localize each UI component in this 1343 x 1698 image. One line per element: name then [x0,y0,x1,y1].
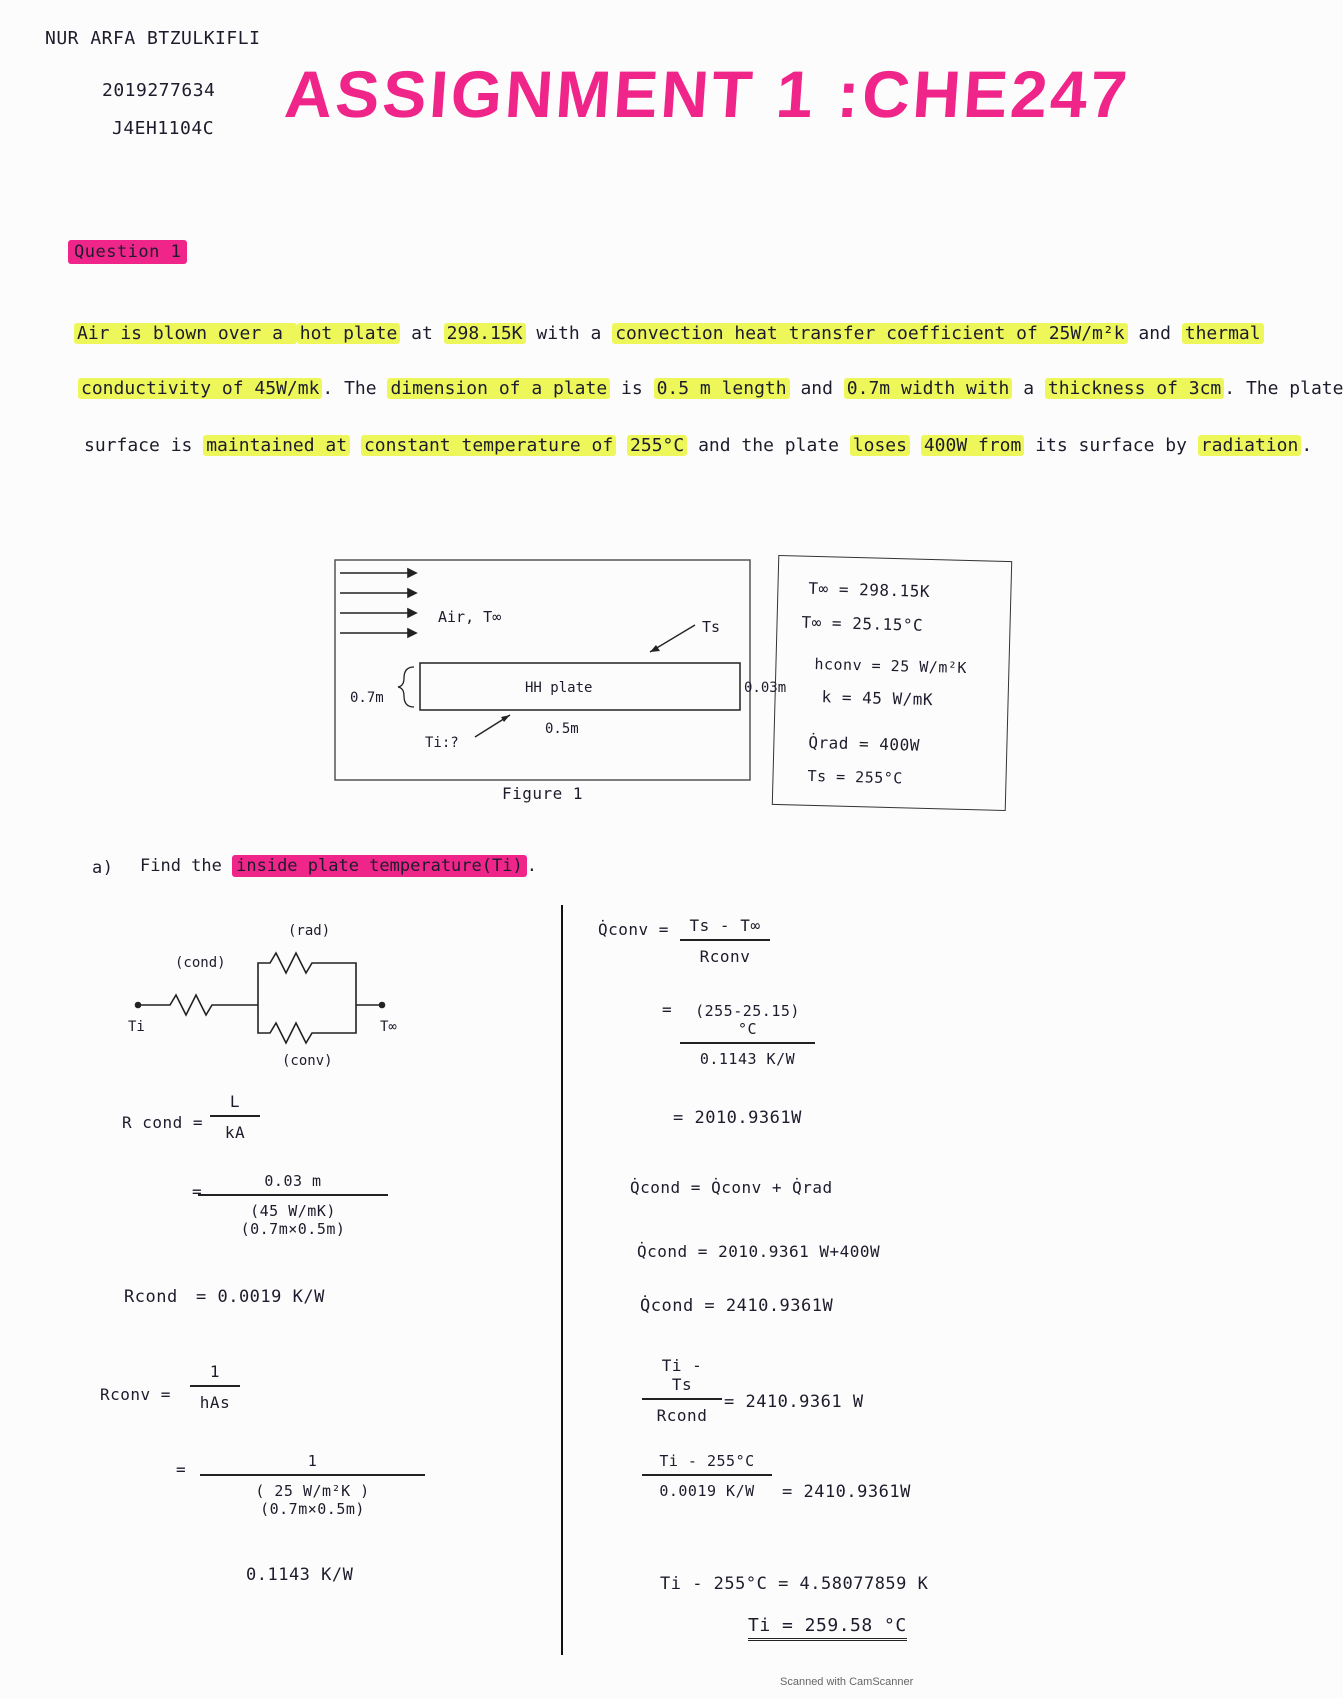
scanner-watermark: Scanned with CamScanner [780,1676,914,1688]
question-line-1 [74,325,1264,343]
given-qrad: Q̇rad = 400W [808,732,921,755]
ti-sub-eq: = 2410.9361W [782,1482,911,1502]
question-label: Question 1 [68,240,187,264]
tinf-node-label: T∞ [380,1019,397,1035]
conv-resistor [258,1005,356,1043]
rconv-substitution [200,1452,425,1518]
qcond-line-3: Q̇cond = 2410.9361W [640,1296,834,1316]
ti-node-label: Ti [128,1019,145,1035]
q-seg: dimension of a plate [387,378,610,399]
ti-sub-numerator: Ti - 255°C [642,1452,772,1476]
conv-label: (conv) [282,1053,333,1069]
student-id: 2019277634 [102,80,216,101]
given-k: k = 45 W/mK [821,687,934,710]
q-seg: 0.7m width with [844,378,1013,399]
q-seg [910,435,921,456]
rconv-sub-numerator: 1 [200,1452,425,1476]
q-seg: 298.15K [444,323,526,344]
q-seg: and [789,378,844,399]
width-label: 0.7m [350,690,384,706]
q-seg: is [610,378,654,399]
width-brace [398,667,414,707]
ti-sub-denominator: 0.0019 K/W [659,1482,755,1500]
cond-label: (cond) [175,955,226,971]
qcond-line-2: Q̇cond = 2010.9361 W+400W [637,1242,881,1261]
ti-difference: Ti - 255°C = 4.58077859 K [660,1574,929,1594]
q-seg: with a [525,323,613,344]
assignment-title: ASSIGNMENT 1 :CHE247 [282,57,1133,131]
given-values-box [772,555,1012,811]
rconv-sub-denominator: ( 25 W/m²K ) (0.7m×0.5m) [255,1482,370,1518]
thickness-label: 0.03m [744,680,787,696]
q-seg: and [1127,323,1182,344]
plate-label: HH plate [525,680,593,696]
q-seg: 400W from [921,435,1025,456]
tinf-node [380,1003,385,1008]
question-line-2 [78,380,1343,398]
rconv-denominator: hAs [199,1393,231,1412]
q-seg: and the plate [687,435,850,456]
ti-ts-fraction [642,1356,722,1425]
rcond-eq: = [192,1182,203,1201]
q-seg: at [400,323,444,344]
length-label: 0.5m [545,721,579,737]
part-a-suffix: . [526,856,537,876]
q-seg: . The [322,378,388,399]
rcond-substitution [198,1172,388,1238]
part-a-prefix: Find the [140,856,233,876]
question-line-3 [84,437,1312,455]
q-seg: 0.5 m length [654,378,790,399]
q-seg: conductivity of 45W/mk [78,378,322,399]
ts-label: Ts [702,618,721,636]
rad-resistor [258,953,356,1005]
part-a-question [140,858,537,875]
group-code: J4EH1104C [112,118,215,139]
qconv-result: = 2010.9361W [673,1108,802,1128]
q-seg: maintained at [203,435,350,456]
q-seg [350,435,361,456]
rcond-sub-denominator: (45 W/mK) (0.7m×0.5m) [240,1202,346,1238]
part-a-label: a) [92,858,114,878]
q-seg: loses [850,435,910,456]
q-seg: surface is [84,435,204,456]
ti-ts-denominator: Rcond [656,1406,708,1425]
figure-caption: Figure 1 [502,784,584,803]
q-seg: radiation [1198,435,1302,456]
rconv-result: 0.1143 K/W [246,1565,354,1585]
q-seg: constant temperature of [361,435,616,456]
q-seg: . The plate [1224,378,1343,399]
qconv-label: Q̇conv = [598,920,669,939]
rad-label: (rad) [288,923,331,939]
thermal-resistance-circuit [120,915,420,1075]
rcond-result-label: Rcond [124,1287,178,1307]
cond-resistor [138,995,258,1015]
qconv-denominator: Rconv [680,939,770,966]
ti-sub-fraction [642,1452,772,1500]
air-flow-arrows [340,569,416,637]
q-seg: a [1012,378,1045,399]
qconv-eq: = [662,1000,673,1019]
q-seg: thermal [1182,323,1264,344]
ti-arrow-head [501,715,510,722]
rconv-formula [190,1362,240,1412]
rcond-label: R cond = [122,1113,204,1132]
q-seg [616,435,627,456]
rcond-denominator: kA [224,1123,246,1142]
student-name: NUR ARFA BTZULKIFLI [45,28,261,49]
q-seg: 255°C [627,435,687,456]
given-tinf-c: T∞ = 25.15°C [801,612,924,635]
rcond-numerator: L [210,1092,260,1117]
qconv-substitution [680,1002,815,1068]
ti-label: Ti:? [425,735,459,751]
q-seg: hot plate [297,323,401,344]
ti-final-answer: Ti = 259.58 °C [748,1615,907,1641]
air-label: Air, T∞ [438,608,502,626]
column-divider [561,905,563,1655]
given-hconv: hconv = 25 W/m²K [814,654,968,677]
qconv-numerator: Ts - T∞ [689,916,761,935]
q-seg: . [1301,435,1313,456]
q-seg: convection heat transfer coefficient of 25W/m²k [612,323,1127,344]
ts-arrow-head [650,645,660,652]
given-ts: Ts = 255°C [807,766,904,788]
rconv-eq: = [176,1460,187,1479]
q-seg: thickness of 3cm [1045,378,1224,399]
rconv-numerator: 1 [190,1362,240,1387]
q-seg: its surface by [1024,435,1198,456]
figure-1-diagram [330,555,787,785]
qconv-sub-numerator: (255-25.15)°C [680,1002,815,1044]
rcond-result: = 0.0019 K/W [196,1287,325,1307]
rcond-sub-numerator: 0.03 m [198,1172,388,1196]
qcond-line-1: Q̇cond = Q̇conv + Q̇rad [630,1178,833,1197]
part-a-highlight: inside plate temperature(Ti) [232,855,527,877]
qconv-sub-denominator: 0.1143 K/W [699,1050,796,1068]
given-tinf-k: T∞ = 298.15K [808,578,931,601]
ti-ts-numerator: Ti - Ts [642,1356,722,1400]
ti-ts-eq: = 2410.9361 W [724,1392,864,1412]
rcond-formula [210,1092,260,1142]
qconv-formula [680,916,770,966]
rconv-label: Rconv = [100,1385,171,1404]
q-seg: Air is blown over a [74,323,297,344]
